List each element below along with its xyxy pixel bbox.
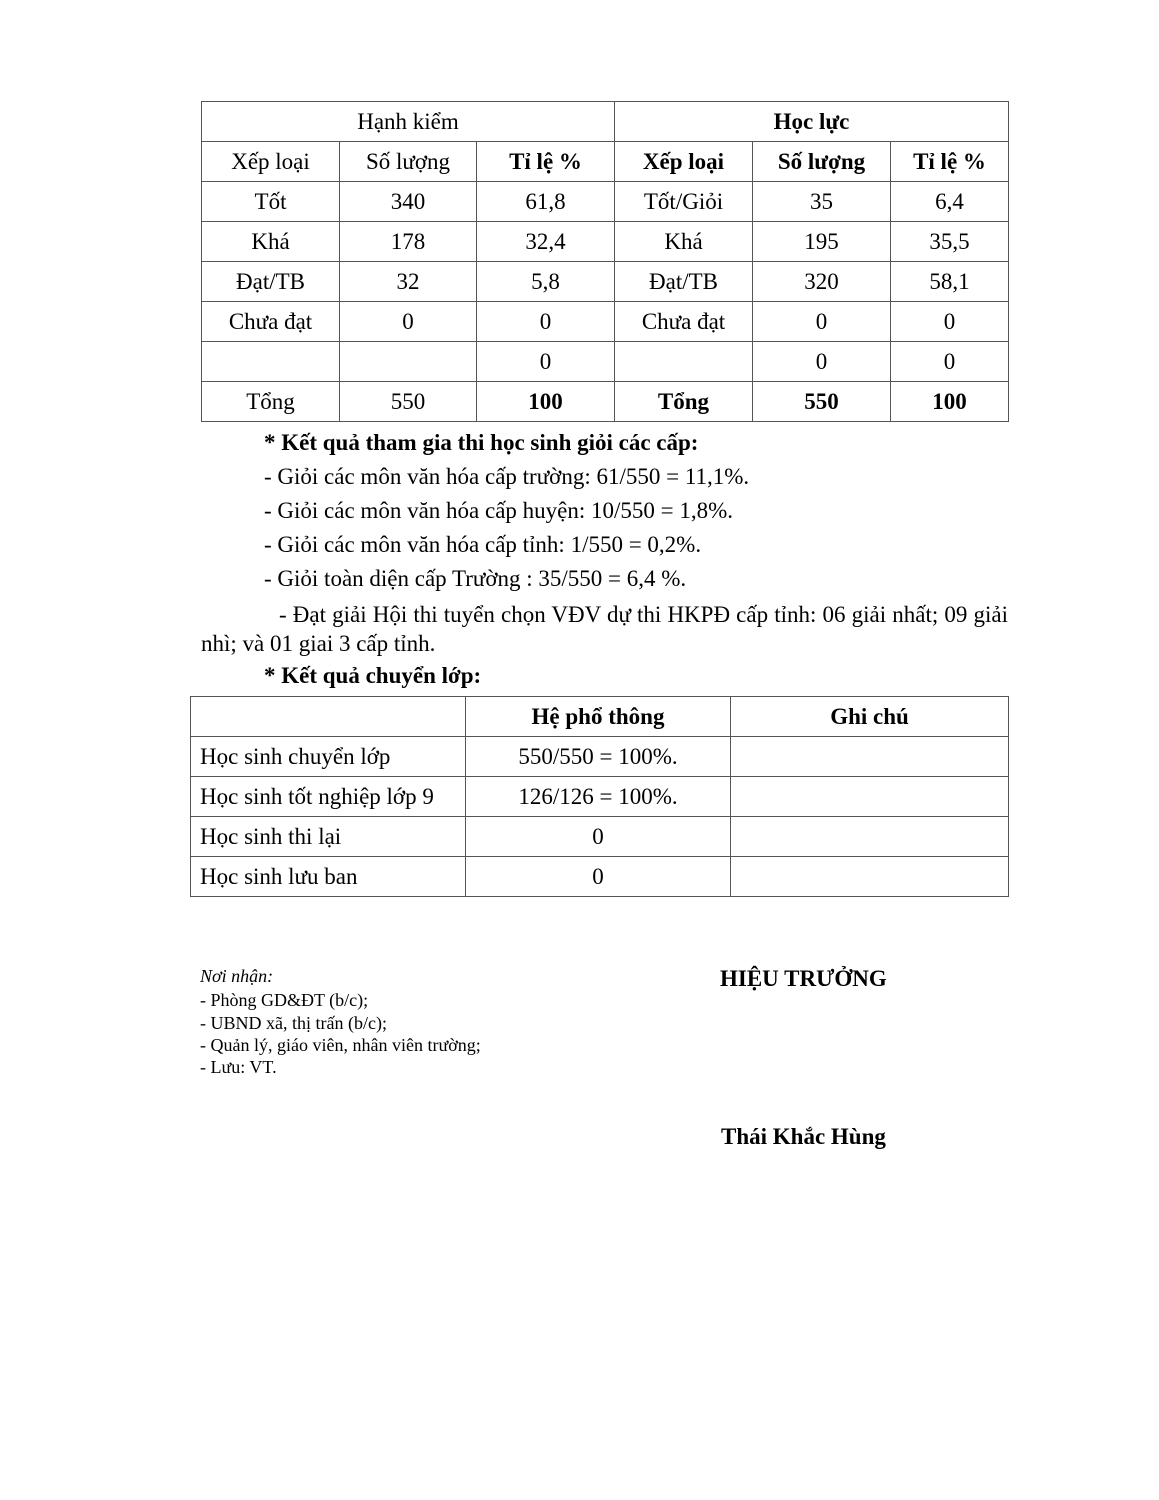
table-cell	[615, 342, 753, 382]
column-header: Xếp loại	[615, 142, 753, 182]
table-row	[191, 737, 1009, 777]
total-row	[202, 382, 1009, 422]
table-cell: 340	[340, 182, 477, 222]
table-row	[202, 302, 1009, 342]
column-header: Tỉ lệ %	[891, 142, 1009, 182]
table-cell: Tốt/Giỏi	[615, 182, 753, 222]
column-header: Số lượng	[753, 142, 891, 182]
table-cell: 178	[340, 222, 477, 262]
gifted-item: - Giỏi toàn diện cấp Trường : 35/550 = 6,4 %.	[264, 566, 687, 591]
table-cell: 32,4	[477, 222, 615, 262]
table-cell: Đạt/TB	[615, 262, 753, 302]
table-cell: 0	[753, 342, 891, 382]
table-cell: Chưa đạt	[615, 302, 753, 342]
group-header-row	[202, 102, 1009, 142]
gifted-item: - Giỏi các môn văn hóa cấp trường: 61/550 = 11,1%.	[264, 464, 750, 489]
table-cell: Chưa đạt	[202, 302, 340, 342]
table-cell: 0	[466, 817, 731, 857]
column-header-row	[191, 697, 1009, 737]
recipient-item: - UBND xã, thị trấn (b/c);	[200, 1013, 387, 1033]
table-row	[191, 777, 1009, 817]
column-header	[191, 697, 466, 737]
table-cell: 0	[466, 857, 731, 897]
table-cell: 0	[477, 342, 615, 382]
table-cell: 61,8	[477, 182, 615, 222]
table-cell: 32	[340, 262, 477, 302]
table-cell: 35,5	[891, 222, 1009, 262]
table-row	[202, 182, 1009, 222]
promotion-table	[190, 696, 1009, 897]
recipient-item: - Phòng GD&ĐT (b/c);	[200, 990, 369, 1010]
column-header: Hệ phổ thông	[466, 697, 731, 737]
award-text: - Đạt giải Hội thi tuyển chọn VĐV dự thi HKPĐ cấp tỉnh: 06 giải nhất; 09 giải nhì; và 01 giai 3 cấp tỉnh.	[201, 602, 1008, 656]
table-cell: 0	[891, 302, 1009, 342]
table-cell	[202, 342, 340, 382]
table-cell: 0	[891, 342, 1009, 382]
table-cell: 5,8	[477, 262, 615, 302]
table-cell: 320	[753, 262, 891, 302]
gifted-item: - Giỏi các môn văn hóa cấp tỉnh: 1/550 = 0,2%.	[264, 532, 702, 557]
table-cell: Khá	[615, 222, 753, 262]
table-cell: 126/126 = 100%.	[466, 777, 731, 817]
table-cell	[731, 777, 1009, 817]
conduct-group-header: Hạnh kiểm	[202, 102, 615, 142]
total-cell: 550	[340, 382, 477, 422]
total-cell: 100	[891, 382, 1009, 422]
promotion-heading: * Kết quả chuyển lớp:	[264, 663, 482, 688]
table-cell: 35	[753, 182, 891, 222]
recipient-item: - Lưu: VT.	[200, 1057, 277, 1077]
table-cell: Khá	[202, 222, 340, 262]
table-row	[202, 342, 1009, 382]
conduct-academic-table	[201, 101, 1009, 422]
table-cell: 0	[753, 302, 891, 342]
table-row	[191, 857, 1009, 897]
table-cell	[731, 737, 1009, 777]
table-cell: 550/550 = 100%.	[466, 737, 731, 777]
signature-name: Thái Khắc Hùng	[721, 1124, 886, 1149]
table-cell: 0	[340, 302, 477, 342]
table-row	[202, 262, 1009, 302]
table-cell: 6,4	[891, 182, 1009, 222]
row-label: Học sinh tốt nghiệp lớp 9	[191, 777, 466, 817]
column-header: Số lượng	[340, 142, 477, 182]
column-header: Ghi chú	[731, 697, 1009, 737]
column-header: Xếp loại	[202, 142, 340, 182]
recipients-title: Nơi nhận:	[200, 966, 274, 986]
table-cell: 58,1	[891, 262, 1009, 302]
column-header: Tỉ lệ %	[477, 142, 615, 182]
row-label: Học sinh thi lại	[191, 817, 466, 857]
table-cell: Đạt/TB	[202, 262, 340, 302]
total-cell: 550	[753, 382, 891, 422]
total-cell: Tổng	[615, 382, 753, 422]
row-label: Học sinh chuyển lớp	[191, 737, 466, 777]
signature-title: HIỆU TRƯỞNG	[720, 966, 887, 991]
total-cell: Tổng	[202, 382, 340, 422]
gifted-heading: * Kết quả tham gia thi học sinh giỏi các cấp:	[264, 430, 699, 455]
table-cell: Tốt	[202, 182, 340, 222]
total-cell: 100	[477, 382, 615, 422]
table-cell	[731, 857, 1009, 897]
academic-group-header: Học lực	[615, 102, 1009, 142]
table-cell: 195	[753, 222, 891, 262]
table-cell	[731, 817, 1009, 857]
recipient-item: - Quản lý, giáo viên, nhân viên trường;	[200, 1035, 481, 1055]
table-cell: 0	[477, 302, 615, 342]
table-row	[191, 817, 1009, 857]
gifted-item: - Giỏi các môn văn hóa cấp huyện: 10/550 = 1,8%.	[264, 498, 734, 523]
award-paragraph	[201, 600, 1008, 658]
row-label: Học sinh lưu ban	[191, 857, 466, 897]
table-row	[202, 222, 1009, 262]
column-header-row	[202, 142, 1009, 182]
table-cell	[340, 342, 477, 382]
